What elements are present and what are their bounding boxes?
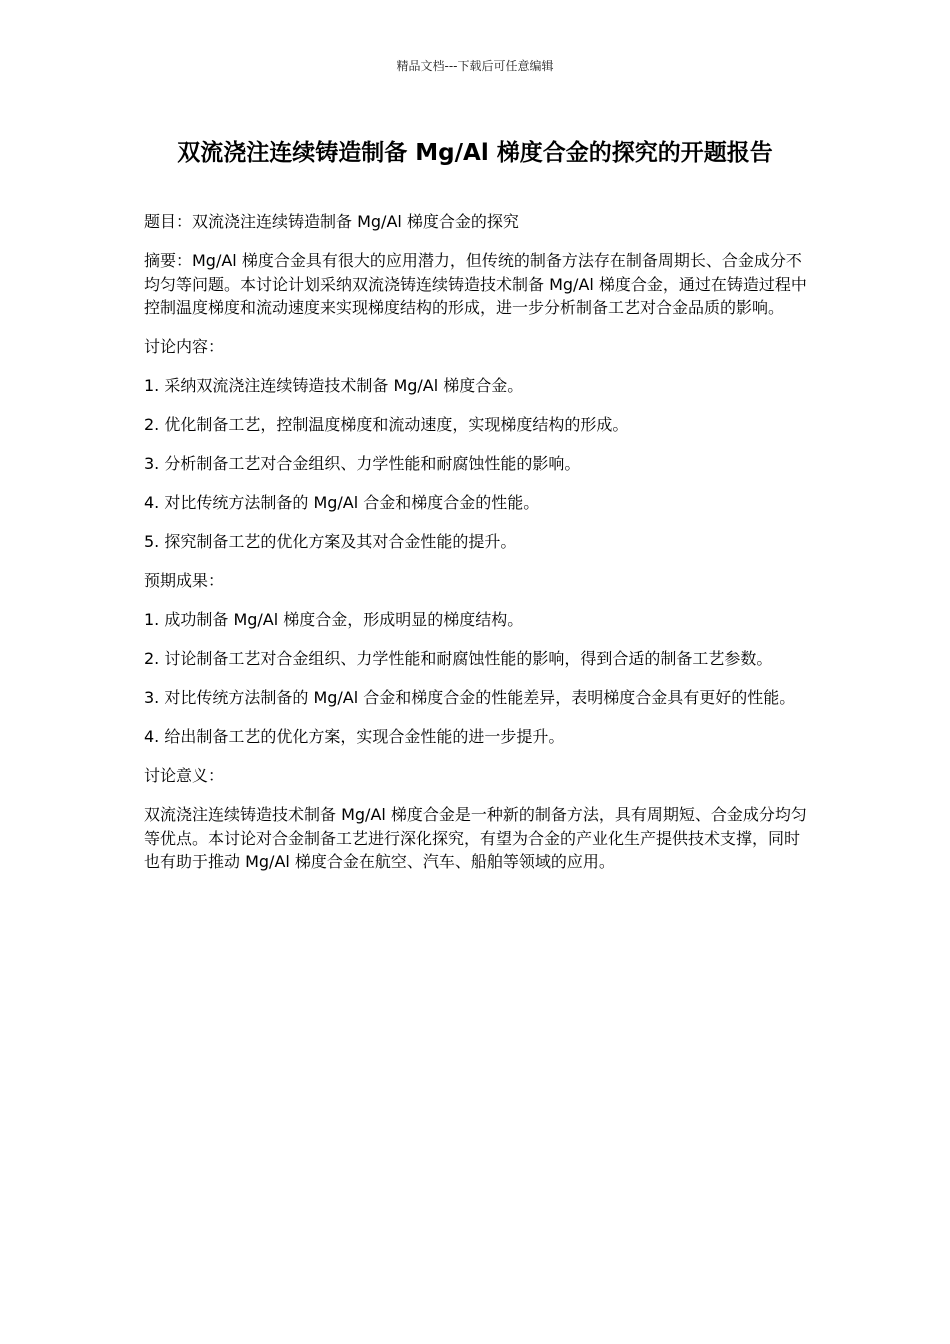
content-item-3: 3. 分析制备工艺对合金组织、力学性能和耐腐蚀性能的影响。 [144, 454, 581, 473]
abstract-paragraph: 摘要：Mg/Al 梯度合金具有很大的应用潜力，但传统的制备方法存在制备周期长、合金成分不均匀等问题。本讨论计划采纳双流浇铸连续铸造技术制备 Mg/Al 梯度合金，通过在铸造过程中控制温度梯度和流动速度来实现梯度结构的形成，进一步分析制备工艺对合金品质的影响。 [144, 251, 807, 317]
result-item-1: 1. 成功制备 Mg/Al 梯度合金，形成明显的梯度结构。 [144, 610, 524, 629]
result-item-4: 4. 给出制备工艺的优化方案，实现合金性能的进一步提升。 [144, 727, 565, 746]
significance-paragraph: 双流浇注连续铸造技术制备 Mg/Al 梯度合金是一种新的制备方法，具有周期短、合金成分均匀等优点。本讨论对合金制备工艺进行深化探究，有望为合金的产业化生产提供技术支撑，同时也有助于推动 Mg/Al 梯度合金在航空、汽车、船舶等领域的应用。 [144, 805, 807, 871]
document-body [144, 210, 808, 889]
section-heading-results: 预期成果： [144, 571, 225, 590]
result-item-2: 2. 讨论制备工艺对合金组织、力学性能和耐腐蚀性能的影响，得到合适的制备工艺参数。 [144, 649, 773, 668]
topic-line: 题目：双流浇注连续铸造制备 Mg/Al 梯度合金的探究 [144, 212, 519, 231]
section-heading-content: 讨论内容： [144, 337, 225, 356]
content-item-4: 4. 对比传统方法制备的 Mg/Al 合金和梯度合金的性能。 [144, 493, 540, 512]
content-item-5: 5. 探究制备工艺的优化方案及其对合金性能的提升。 [144, 532, 517, 551]
content-item-2: 2. 优化制备工艺，控制温度梯度和流动速度，实现梯度结构的形成。 [144, 415, 629, 434]
content-item-1: 1. 采纳双流浇注连续铸造技术制备 Mg/Al 梯度合金。 [144, 376, 524, 395]
result-item-3: 3. 对比传统方法制备的 Mg/Al 合金和梯度合金的性能差异，表明梯度合金具有更好的性能。 [144, 688, 796, 707]
section-heading-significance: 讨论意义： [144, 766, 225, 785]
document-title: 双流浇注连续铸造制备 Mg/Al 梯度合金的探究的开题报告 [177, 140, 773, 166]
header-note: 精品文档---下载后可任意编辑 [396, 59, 554, 73]
